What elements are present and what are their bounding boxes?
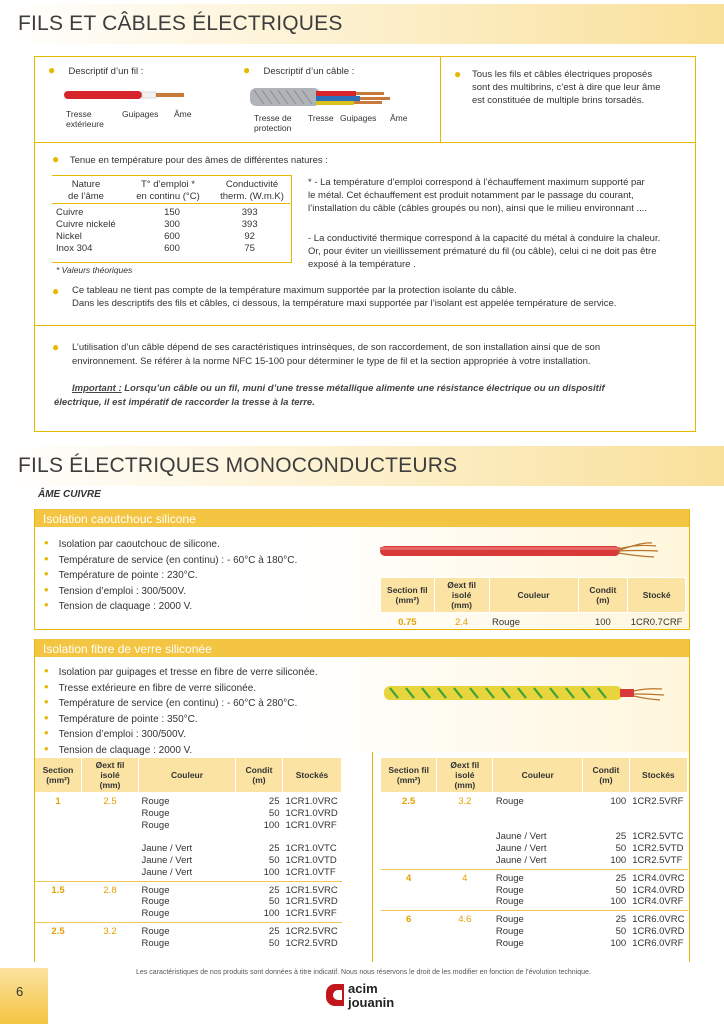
divider <box>34 325 696 326</box>
ext-cell: 3.2 <box>82 922 139 951</box>
col-couleur: Couleur <box>493 758 583 793</box>
table-row <box>381 869 688 910</box>
silicone-header: Isolation caoutchouc silicone <box>34 509 690 527</box>
fibre-specs: • Isolation par guipages et tresse en fibre de verre siliconée. • Tresse extérieure en fibre de verre siliconée. • Température de service (en continu) : - 60°C à 280°C. • Température de pointe : 350°C. • Tension d’emploi : 300/500V. • Tension de claquage : 2000 V. <box>44 664 318 757</box>
important-note: Important : Lorsqu’un câble ou un fil, muni d’une tresse métallique alimente une résistance électrique ou un dispositif électrique, il est impératif de raccorder la tresse à la terre. <box>54 383 605 408</box>
table-header-rule <box>52 203 290 204</box>
section-cell: 2.5 <box>35 922 82 951</box>
col-couleur: Couleur <box>489 578 578 613</box>
silicone-table <box>380 577 686 629</box>
section-cell: 2.5 <box>402 796 416 807</box>
table-row: 0.75 2.4 Rouge 100 1CR0.7CRF <box>398 617 683 628</box>
couleur-cell: Rouge Rouge Rouge <box>493 869 583 910</box>
header-conductivite: Conductivité therm. (W.m.K) <box>220 179 284 202</box>
condit-cell: 25 50 <box>236 922 283 951</box>
couleur-cell: Rouge Rouge Rouge Jaune / Vert Jaune / Vert Jaune / Vert <box>141 796 193 878</box>
condit-cell: 25 50 100 <box>583 869 630 910</box>
bullet: ● <box>454 67 462 81</box>
footnote: * Valeurs théoriques <box>56 265 133 275</box>
fibre-wire-image <box>384 682 666 706</box>
ext-cell: 2.8 <box>82 881 139 922</box>
section-cell: 4 <box>381 869 437 910</box>
label-guipages: Guipages <box>122 109 159 119</box>
col-section: Section fil (mm²) <box>381 578 435 613</box>
table-row <box>35 793 342 882</box>
condit-cell: 100 25 50 100 <box>610 796 627 866</box>
table-row: Cuivre nickelé 300 393 <box>56 219 258 230</box>
ref-cell: 1CR6.0VRC 1CR6.0VRD 1CR6.0VRF <box>629 911 687 952</box>
col-stocke: Stocké <box>628 578 686 613</box>
silicone-wire-image <box>380 540 662 562</box>
label-ame: Âme <box>390 113 408 123</box>
label-tresse-exterieure: Tresse extérieure <box>66 109 104 129</box>
label-guipages: Guipages <box>340 113 377 123</box>
couleur-cell: Rouge Rouge Rouge <box>493 911 583 952</box>
couleur-cell: Rouge Rouge Rouge <box>139 881 236 922</box>
col-section: Section fil (mm²) <box>381 758 437 793</box>
col-condit: Condit (m) <box>236 758 283 793</box>
isolant-note: Ce tableau ne tient pas compte de la température maximum supportée par la protection isolante du câble. Dans les descriptifs des fils et câbles, ci dessous, la température maxi supportée par l’isolant est appelée température de service. <box>72 285 617 309</box>
condit-cell: 25 50 100 25 50 100 <box>263 796 280 878</box>
page-tab <box>0 968 48 1024</box>
table-row: Nickel 600 92 <box>56 231 255 242</box>
col-couleur: Couleur <box>139 758 236 793</box>
bullet: ● <box>52 340 60 354</box>
label-tresse: Tresse <box>308 113 334 123</box>
acim-jouanin-logo: acim jouanin <box>326 980 404 1018</box>
table-row <box>381 911 688 952</box>
disclaimer: Les caractéristiques de nos produits sont données à titre indicatif. Nous nous réservons le droit de les modifier en fonction de l’évolution technique. <box>136 969 591 976</box>
table-row: Cuivre 150 393 <box>56 207 258 218</box>
fibre-table-left <box>34 757 342 952</box>
table-border <box>34 752 35 962</box>
header-temperature: T° d’emploi * en continu (°C) <box>136 179 200 202</box>
ext-cell: 4.6 <box>437 911 493 952</box>
table-row: Inox 304 600 75 <box>56 243 255 254</box>
col-ext: Øext fil isolé (mm) <box>434 578 489 613</box>
ref-cell: 1CR1.5VRC 1CR1.5VRD 1CR1.5VRF <box>283 881 342 922</box>
couleur-cell: Rouge Jaune / Vert Jaune / Vert Jaune / Vert <box>495 796 547 866</box>
ext-cell: 4 <box>437 869 493 910</box>
col-stockes: Stockés <box>629 758 687 793</box>
fil-descriptif: ● Descriptif d’un fil : <box>48 63 144 77</box>
table-row <box>35 881 342 922</box>
section-title: FILS ÉLECTRIQUES MONOCONDUCTEURS <box>18 454 458 477</box>
col-stockes: Stockés <box>283 758 342 793</box>
silicone-specs: • Isolation par caoutchouc de silicone. • Température de service (en continu) : - 60°C à 180°C. • Température de pointe : 230°C. • Tension d’emploi : 300/500V. • Tension de claquage : 2000 V. <box>44 536 297 614</box>
condit-cell: 25 50 100 <box>236 881 283 922</box>
col-condit: Condit (m) <box>583 758 630 793</box>
bullet: ● <box>52 284 60 298</box>
table-border <box>372 752 373 962</box>
section-cell: 1 <box>55 796 61 807</box>
label-tresse-protection: Tresse de protection <box>254 113 292 133</box>
usage-text: L’utilisation d’un câble dépend de ses caractéristiques intrinsèques, de son raccordement, de son installation ainsi que de son environnement. Se référer à la norme NFC 15-100 pour déterminer le type de fil et la section appropriée à votre installation. <box>72 342 601 367</box>
table-row <box>381 793 688 870</box>
section-cell: 1.5 <box>35 881 82 922</box>
table-row <box>35 922 342 951</box>
table-body <box>52 207 290 255</box>
page-number: 6 <box>16 984 24 999</box>
col-ext: Øext fil isolé (mm) <box>82 758 139 793</box>
ref-cell: 1CR1.0VRC 1CR1.0VRD 1CR1.0VRF 1CR1.0VTC 1CR1.0VTD 1CR1.0VTF <box>285 796 338 878</box>
divider <box>440 56 441 142</box>
cable-illustration <box>250 84 400 110</box>
ref-cell: 1CR2.5VRF 1CR2.5VTC 1CR2.5VTD 1CR2.5VTF <box>632 796 684 866</box>
col-condit: Condit (m) <box>578 578 628 613</box>
cable-descriptif: ● Descriptif d’un câble : <box>243 63 355 77</box>
temperature-intro: ● Tenue en température pour des âmes de différentes natures : <box>52 152 328 166</box>
fibre-header: Isolation fibre de verre siliconée <box>34 639 690 657</box>
divider <box>34 142 696 143</box>
temperature-table <box>52 175 292 263</box>
ref-cell: 1CR4.0VRC 1CR4.0VRD 1CR4.0VRF <box>629 869 687 910</box>
ref-cell: 1CR2.5VRC 1CR2.5VRD <box>283 922 342 951</box>
logo-mark-icon <box>333 990 342 1000</box>
col-section: Section (mm²) <box>35 758 82 793</box>
fibre-table-right <box>380 757 688 952</box>
table-border <box>689 752 690 962</box>
wire-illustration <box>64 88 188 102</box>
ext-cell: 3.2 <box>458 796 472 807</box>
couleur-cell: Rouge Rouge <box>139 922 236 951</box>
condit-cell: 25 50 100 <box>583 911 630 952</box>
ext-cell: 2.5 <box>103 796 117 807</box>
label-ame: Âme <box>174 109 192 119</box>
temperature-note: * - La température d’emploi correspond à l’échauffement maximum supporté par le métal. Cet échauffement est produit notamment par le passage du courant, l’installation du câble (câbles groupés ou non), ainsi que le milieu environnant .... <box>308 177 648 215</box>
header-nature: Nature de l’âme <box>68 179 104 202</box>
section-cell: 6 <box>381 911 437 952</box>
page-title: FILS ET CÂBLES ÉLECTRIQUES <box>18 12 343 35</box>
conductivite-note: - La conductivité thermique correspond à la capacité du métal à conduire la chaleur. Or, pour éviter un vieillissement prématuré du fil (ou câble), celui ci ne doit pas être exposé à la température . <box>308 233 661 271</box>
col-ext: Øext fil isolé (mm) <box>437 758 493 793</box>
subtitle-ame-cuivre: ÂME CUIVRE <box>38 489 101 500</box>
multibrins-text: Tous les fils et câbles électriques proposés sont des multibrins, c’est à dire que leur âme est constituée de multiple brins torsadés. <box>472 69 661 106</box>
